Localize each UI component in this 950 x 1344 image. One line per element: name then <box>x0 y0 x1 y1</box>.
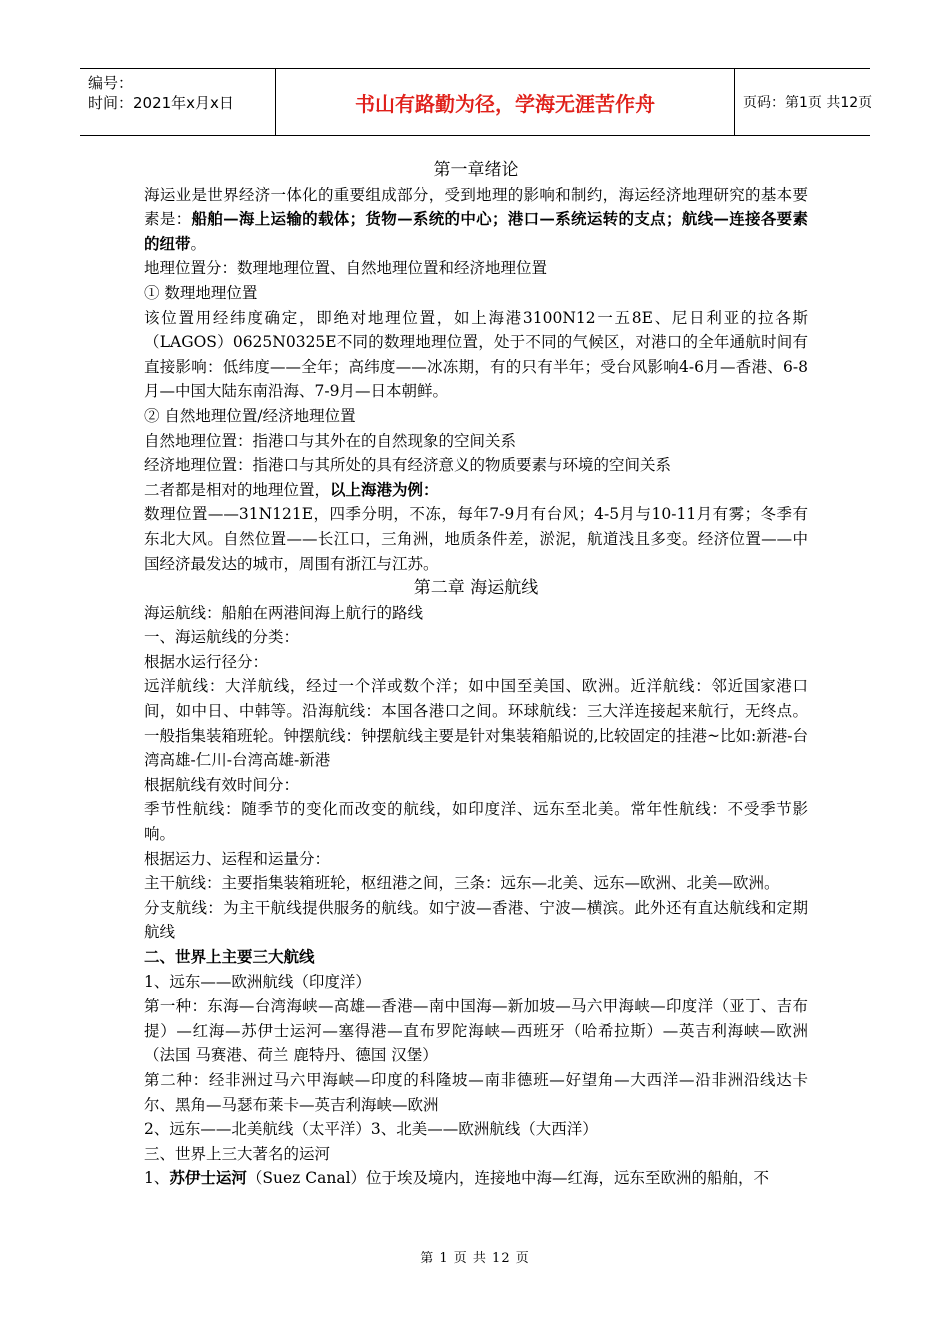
paragraph: 季节性航线：随季节的变化而改变的航线，如印度洋、远东至北美。常年性航线：不受季节影响。 <box>144 800 808 844</box>
header-motto: 书山有路勤为径，学海无涯苦作舟 <box>276 69 735 135</box>
paragraph: 一、海运航线的分类： <box>144 628 300 647</box>
paragraph: 根据运力、运程和运量分： <box>144 849 331 868</box>
list-number: 1、 <box>144 1169 170 1188</box>
paragraph: 地理位置分：数理地理位置、自然地理位置和经济地理位置 <box>144 259 548 278</box>
header-page-info: 页码：第1页 共12页 <box>743 95 873 111</box>
chapter2-title: 第二章 海运航线 <box>413 578 539 599</box>
header-meta-cell <box>80 69 276 135</box>
paragraph: 该位置用经纬度确定，即绝对地理位置，如上海港3100N12一五8E、尼日利亚的拉各斯（LAGOS）0625N0325E不同的数理地理位置，处于不同的气候区，对港口的全年通航时间有直接影响：低纬度——全年；高纬度——冰冻期，有的只有半年；受台风影响4-6月—香港、6-8月—中国大陆东南沿海、7-9月—日本朝鲜。 <box>144 308 808 401</box>
paragraph <box>144 1166 808 1191</box>
paragraph: 自然地理位置：指港口与其外在的自然现象的空间关系 <box>144 431 517 450</box>
paragraph: 三、世界上三大著名的运河 <box>144 1144 331 1163</box>
intro-bold-text: 船舶—海上运输的载体；货物—系统的中心；港口—系统运转的支点；航线—连接各要素的纽带 <box>144 209 808 253</box>
time-label: 时间：2021年x月x日 <box>88 94 234 112</box>
paragraph: 数理位置——31N121E，四季分明，不冻，每年7-9月有台风；4-5月与10-11月有雾；冬季有东北大风。自然位置——长江口，三角洲，地质条件差，淤泥，航道浅且多变。经济位置——中国经济最发达的城市，周围有浙江与江苏。 <box>144 505 808 573</box>
paragraph: 2、远东——北美航线（太平洋）3、北美——欧洲航线（大西洋） <box>144 1120 598 1139</box>
intro-plain-text: 海运业是世界经济一体化的重要组成部分，受到地理的影响和制约，海运经济地理研究的基本要素是： <box>144 185 808 229</box>
page-footer: 第 1 页 共 12 页 <box>420 1251 530 1266</box>
paragraph <box>144 478 808 503</box>
section-heading-text: 二、世界上主要三大航线 <box>144 947 315 966</box>
number-label: 编号： <box>88 74 134 92</box>
paragraph: 主干航线：主要指集装箱班轮，枢纽港之间，三条：远东—北美、远东—欧洲、北美—欧洲。 <box>144 874 780 893</box>
paragraph: 1、远东——欧洲航线（印度洋） <box>144 972 371 991</box>
p8-bold-text: 以上海港为例： <box>330 479 439 499</box>
canal-name: 苏伊士运河 <box>169 1168 247 1188</box>
intro-end-text: 。 <box>190 234 207 253</box>
document-body <box>144 158 808 1191</box>
chapter1-intro <box>144 183 808 257</box>
paragraph: ② 自然地理位置/经济地理位置 <box>144 406 356 425</box>
paragraph: 第二种：经非洲过马六甲海峡—印度的科隆坡—南非德班—好望角—大西洋—沿非洲沿线达卡尔、黑角—马瑟布莱卡—英吉利海峡—欧洲 <box>144 1070 808 1114</box>
paragraph: 第一种：东海—台湾海峡—高雄—香港—南中国海—新加坡—马六甲海峡—印度洋（亚丁、吉布提）—红海—苏伊士运河—塞得港—直布罗陀海峡—西班牙（哈希拉斯）—英吉利海峡—欧洲（法国 马赛港、荷兰 鹿特丹、德国 汉堡） <box>144 997 808 1065</box>
paragraph: 根据水运行径分： <box>144 652 269 671</box>
paragraph: 海运航线：船舶在两港间海上航行的路线 <box>144 603 424 622</box>
paragraph: 远洋航线：大洋航线，经过一个洋或数个洋；如中国至美国、欧洲。近洋航线：邻近国家港口间，如中日、中韩等。沿海航线：本国各港口之间。环球航线：三大洋连接起来航行，无终点。一般指集装箱班轮。钟摆航线：钟摆航线主要是针对集装箱船说的,比较固定的挂港~比如:新港-台湾高雄-仁川-台湾高雄-新港 <box>144 677 808 770</box>
canal-description: （Suez Canal）位于埃及境内，连接地中海—红海，远东至欧洲的船舶，不 <box>246 1169 770 1188</box>
chapter1-title: 第一章绪论 <box>433 160 519 180</box>
paragraph: 根据航线有效时间分： <box>144 775 300 794</box>
p8-plain-text: 二者都是相对的地理位置， <box>144 480 331 499</box>
section-heading <box>144 945 808 970</box>
paragraph: 经济地理位置：指港口与其所处的具有经济意义的物质要素与环境的空间关系 <box>144 456 672 475</box>
header-table <box>80 68 873 136</box>
paragraph: 分支航线：为主干航线提供服务的航线。如宁波—香港、宁波—横滨。此外还有直达航线和定期航线 <box>144 898 808 942</box>
paragraph: ① 数理地理位置 <box>144 283 258 302</box>
